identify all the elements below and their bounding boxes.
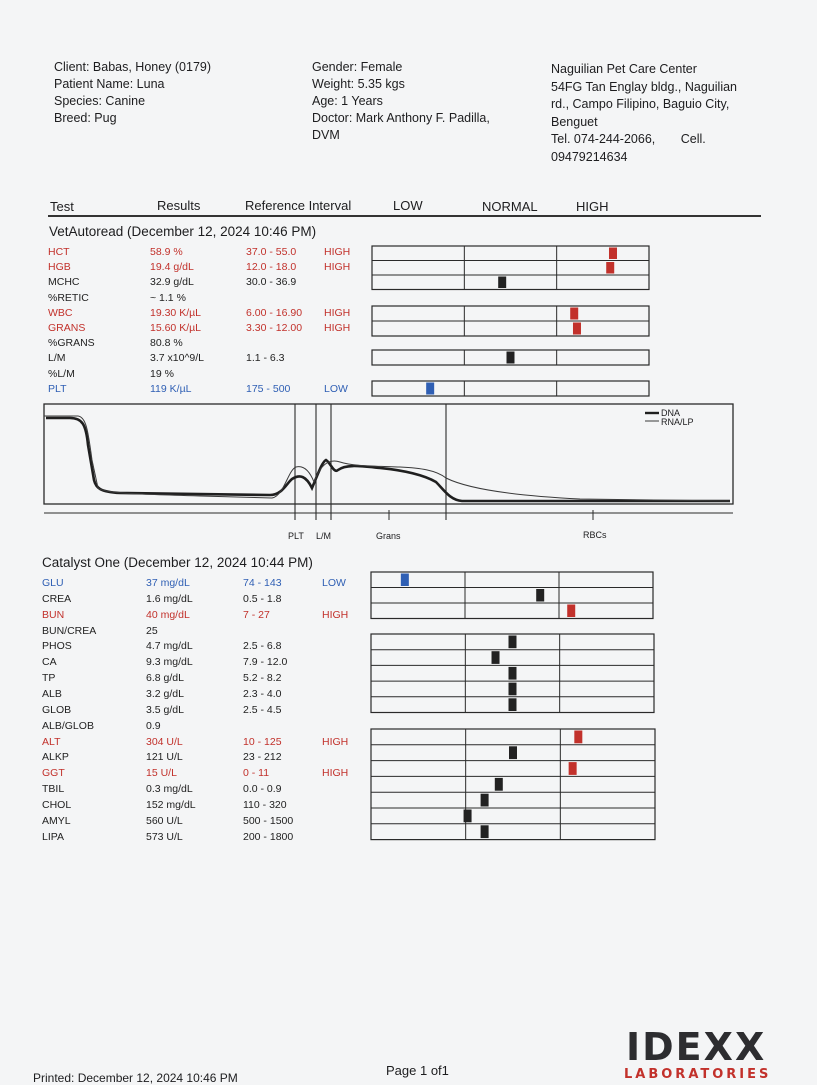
reference-interval: 3.30 - 12.00 — [246, 322, 303, 334]
range-marker — [481, 825, 489, 838]
test-result: 15.60 K/µL — [150, 322, 202, 334]
range-marker — [498, 277, 506, 289]
test-name: GGT — [42, 767, 65, 780]
test-name: MCHC — [48, 276, 80, 289]
col-high: HIGH — [576, 199, 609, 214]
test-name: CREA — [42, 592, 72, 605]
result-flag: HIGH — [324, 306, 351, 319]
doctor: Doctor: Mark Anthony F. Padilla, — [312, 111, 490, 125]
reference-interval: 7 - 27 — [243, 608, 270, 621]
dna-curve — [46, 418, 730, 501]
test-result: 58.9 % — [150, 246, 183, 258]
test-name: TBIL — [42, 783, 65, 796]
col-low: LOW — [393, 198, 423, 213]
reference-interval: 0.0 - 0.9 — [243, 783, 282, 796]
result-flag: LOW — [322, 577, 346, 589]
test-result: 19.4 g/dL — [150, 261, 194, 274]
col-normal: NORMAL — [482, 199, 538, 214]
reference-interval: 10 - 125 — [243, 735, 282, 748]
test-name: AMYL — [42, 814, 71, 827]
hist-label-grans: Grans — [376, 531, 401, 541]
test-result: 4.7 mg/dL — [146, 640, 193, 653]
range-marker — [509, 746, 517, 759]
test-name: HCT — [48, 246, 70, 258]
test-result: 560 U/L — [146, 814, 183, 827]
test-name: %GRANS — [48, 337, 95, 350]
test-result: 25 — [146, 624, 158, 637]
doctor-title: DVM — [312, 128, 340, 142]
page-number: Page 1 of1 — [386, 1063, 449, 1078]
test-result: ~ 1.1 % — [150, 291, 186, 304]
reference-interval: 175 - 500 — [246, 382, 291, 395]
range-marker — [609, 248, 617, 260]
test-name: %L/M — [48, 367, 75, 380]
legend-dna: DNA — [661, 408, 681, 418]
test-result: 19.30 K/µL — [150, 306, 202, 319]
range-marker — [570, 308, 578, 320]
range-marker — [509, 667, 517, 680]
age: Age: 1 Years — [312, 94, 383, 108]
range-marker — [573, 323, 581, 335]
patient-name: Patient Name: Luna — [54, 77, 165, 91]
clinic-cell: 09479214634 — [551, 149, 628, 164]
test-result: 80.8 % — [150, 337, 183, 350]
range-marker — [492, 651, 500, 664]
legend-rna: RNA/LP — [661, 417, 694, 427]
test-name: TP — [42, 672, 56, 685]
histogram-frame — [44, 404, 733, 504]
reference-interval: 110 - 320 — [243, 798, 287, 811]
test-name: HGB — [48, 261, 71, 274]
breed: Breed: Pug — [54, 111, 117, 125]
range-marker — [509, 636, 517, 649]
reference-interval: 30.0 - 36.9 — [246, 276, 297, 289]
test-result: 119 K/µL — [150, 382, 192, 395]
test-result: 3.5 g/dL — [146, 703, 184, 716]
test-name: ALB/GLOB — [42, 719, 94, 732]
clinic-address-3: Benguet — [551, 114, 598, 129]
vetautoread-title: VetAutoread (December 12, 2024 10:46 PM) — [49, 224, 317, 239]
test-result: 19 % — [150, 367, 174, 380]
printed-date: Printed: December 12, 2024 10:46 PM — [33, 1071, 238, 1085]
range-marker — [509, 683, 517, 696]
range-marker — [426, 383, 434, 395]
range-marker — [567, 605, 575, 618]
test-result: 304 U/L — [146, 735, 183, 748]
result-flag: HIGH — [322, 735, 349, 748]
clinic-address-2: rd., Campo Filipino, Baguio City, — [551, 97, 730, 111]
test-name: GLU — [42, 577, 64, 589]
range-marker — [574, 731, 582, 744]
test-result: 121 U/L — [146, 751, 183, 764]
result-flag: HIGH — [324, 246, 351, 258]
col-results: Results — [157, 198, 201, 213]
result-flag: HIGH — [324, 322, 351, 334]
test-name: BUN/CREA — [42, 624, 97, 637]
reference-interval: 5.2 - 8.2 — [243, 672, 282, 685]
test-result: 0.3 mg/dL — [146, 783, 193, 796]
test-result: 3.7 x10^9/L — [150, 352, 204, 365]
clinic-name: Naguilian Pet Care Center — [551, 62, 697, 76]
range-marker — [509, 698, 517, 711]
reference-interval: 1.1 - 6.3 — [246, 352, 285, 365]
clinic-address-1: 54FG Tan Englay bldg., Naguilian — [551, 79, 737, 94]
hist-label-lm: L/M — [316, 531, 332, 541]
reference-interval: 7.9 - 12.0 — [243, 656, 288, 669]
result-flag: HIGH — [324, 261, 351, 274]
test-result: 32.9 g/dL — [150, 276, 194, 289]
col-reference: Reference Interval — [245, 198, 352, 213]
liver-bar-box — [371, 729, 655, 840]
reference-interval: 12.0 - 18.0 — [246, 261, 297, 274]
test-name: BUN — [42, 608, 65, 621]
test-result: 9.3 mg/dL — [146, 656, 193, 669]
reference-interval: 2.3 - 4.0 — [243, 687, 282, 700]
result-flag: HIGH — [322, 767, 349, 780]
plt-bar-box — [372, 381, 649, 396]
test-name: GLOB — [42, 703, 72, 716]
test-result: 0.9 — [146, 719, 161, 732]
test-result: 37 mg/dL — [146, 577, 190, 589]
test-name: CHOL — [42, 798, 72, 811]
test-name: PHOS — [42, 640, 72, 653]
rna-curve — [44, 416, 730, 501]
test-result: 1.6 mg/dL — [146, 592, 193, 605]
test-result: 40 mg/dL — [146, 608, 190, 621]
test-name: ALB — [42, 687, 62, 700]
test-result: 573 U/L — [146, 830, 183, 843]
gender: Gender: Female — [312, 60, 403, 74]
result-flag: LOW — [324, 382, 348, 395]
species: Species: Canine — [54, 94, 146, 108]
reference-interval: 74 - 143 — [243, 577, 282, 589]
client-name: Client: Babas, Honey (0179) — [54, 60, 212, 74]
range-marker — [495, 778, 503, 791]
reference-interval: 0 - 11 — [243, 767, 270, 780]
test-name: CA — [42, 656, 57, 669]
test-name: WBC — [48, 306, 73, 319]
reference-interval: 2.5 - 6.8 — [243, 640, 282, 653]
test-name: PLT — [48, 382, 67, 395]
idexx-logo: IDEXX — [626, 1025, 767, 1069]
range-marker — [401, 574, 409, 587]
hist-label-plt: PLT — [288, 531, 304, 541]
test-name: LIPA — [42, 830, 64, 843]
weight: Weight: 5.35 kgs — [312, 77, 405, 91]
test-result: 15 U/L — [146, 767, 177, 780]
test-name: ALT — [42, 735, 61, 748]
test-result: 152 mg/dL — [146, 798, 196, 811]
reference-interval: 2.5 - 4.5 — [243, 703, 282, 716]
range-marker — [606, 262, 614, 274]
range-marker — [569, 762, 577, 775]
clinic-cell-label: Cell. — [680, 132, 706, 146]
reference-interval: 23 - 212 — [243, 751, 282, 764]
hist-label-rbcs: RBCs — [583, 530, 607, 540]
test-result: 6.8 g/dL — [146, 672, 184, 685]
glu-crea-bun-bar-box — [371, 572, 653, 619]
test-name: GRANS — [48, 322, 86, 334]
col-test: Test — [50, 199, 74, 214]
test-name: ALKP — [42, 751, 69, 764]
reference-interval: 6.00 - 16.90 — [246, 306, 303, 319]
idexx-logo-sub: LABORATORIES — [624, 1067, 772, 1082]
range-marker — [481, 794, 489, 807]
test-name: %RETIC — [48, 291, 89, 304]
histogram-legend — [661, 409, 694, 427]
catalyst-title: Catalyst One (December 12, 2024 10:44 PM) — [42, 555, 313, 570]
reference-interval: 0.5 - 1.8 — [243, 592, 282, 605]
range-marker — [536, 589, 544, 602]
reference-interval: 500 - 1500 — [243, 814, 294, 827]
range-marker — [507, 352, 515, 364]
range-marker — [464, 810, 472, 823]
test-result: 3.2 g/dL — [146, 687, 184, 700]
reference-interval: 37.0 - 55.0 — [246, 246, 297, 258]
result-flag: HIGH — [322, 608, 349, 621]
test-name: L/M — [48, 352, 66, 365]
clinic-tel: Tel. 074-244-2066, — [551, 132, 656, 146]
reference-interval: 200 - 1800 — [243, 830, 294, 843]
